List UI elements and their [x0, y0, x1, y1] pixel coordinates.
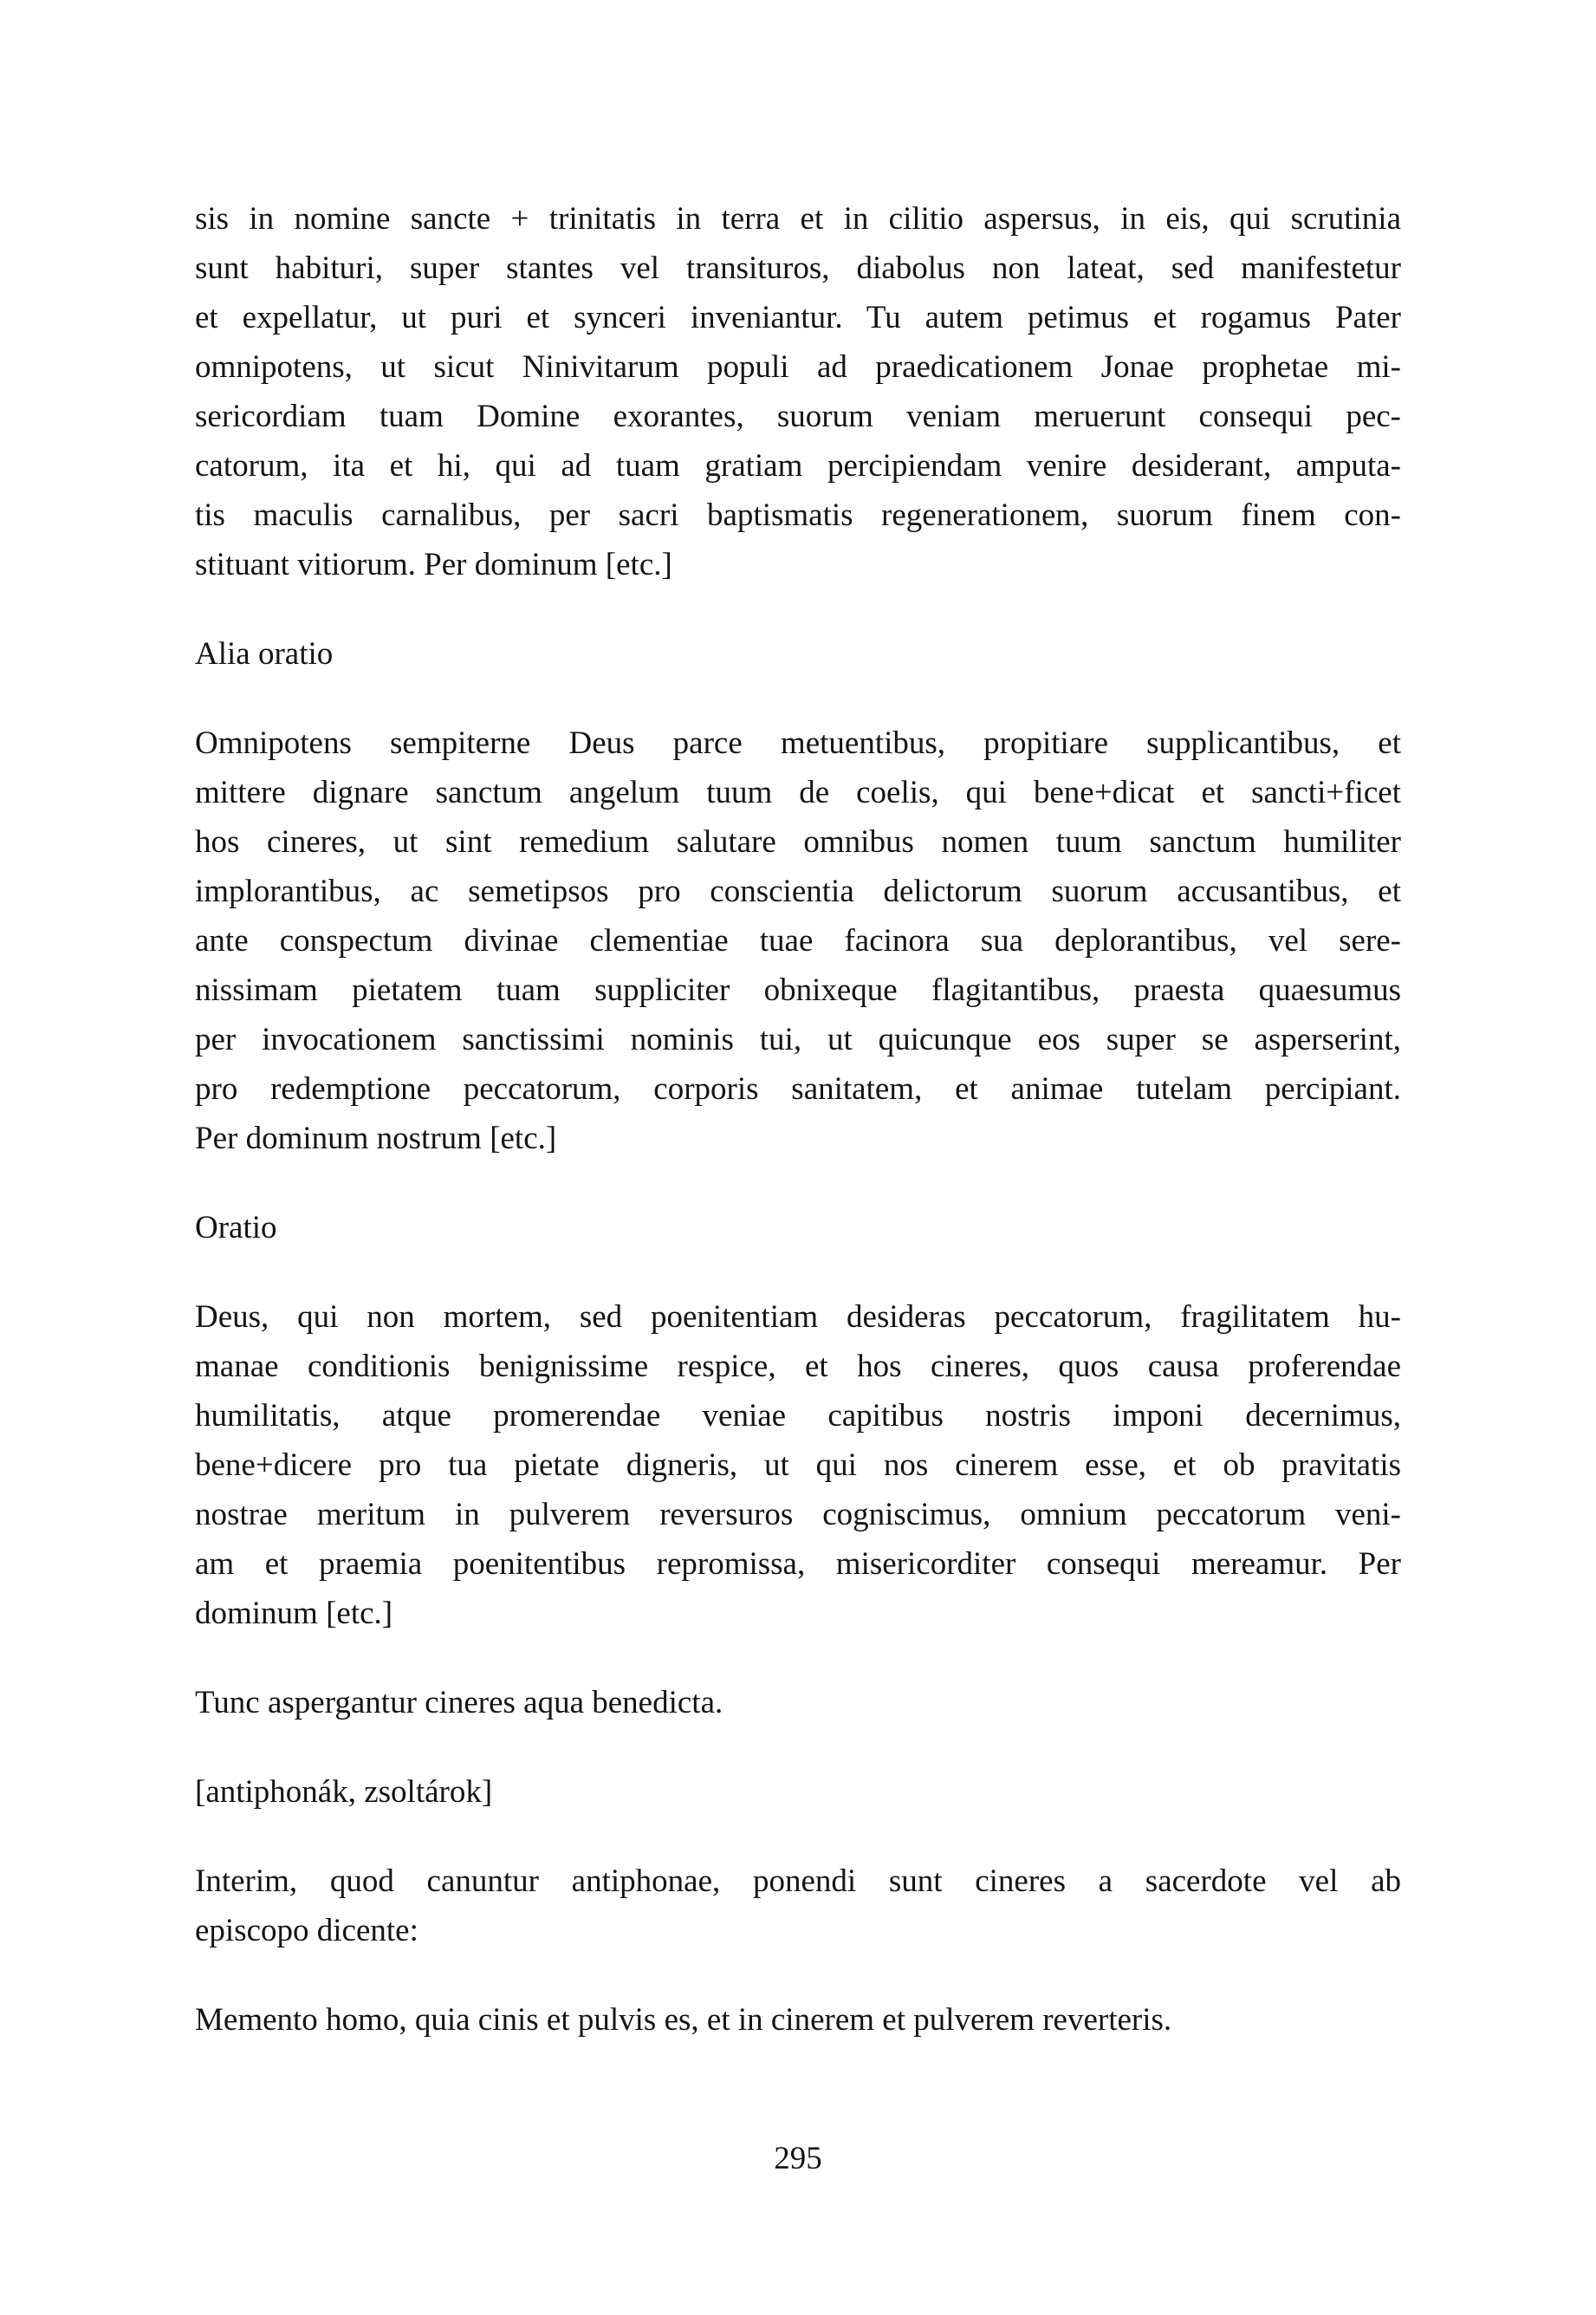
page-content: [195, 194, 1401, 2045]
text-line: Interim, quod canuntur antiphonae, ponendi sunt cineres a sacerdote vel ab: [195, 1863, 1401, 1899]
text-line: dominum [etc.]: [195, 1596, 393, 1631]
prayer-deus-paragraph: [195, 1292, 1401, 1638]
text-line: et expellatur, ut puri et synceri inveniantur. Tu autem petimus et rogamus Pater: [195, 300, 1401, 335]
text-line: nostrae meritum in pulverem reversuros cogniscimus, omnium peccatorum veni-: [195, 1497, 1401, 1532]
text-line: sis in nomine sancte + trinitatis in terra et in cilitio aspersus, in eis, qui scrutinia: [195, 201, 1401, 237]
text-line: mittere dignare sanctum angelum tuum de coelis, qui bene+dicat et sancti+ficet: [195, 775, 1401, 810]
text-line: Omnipotens sempiterne Deus parce metuentibus, propitiare supplicantibus, et: [195, 725, 1401, 761]
text-line: omnipotens, ut sicut Ninivitarum populi ad praedicationem Jonae prophetae mi-: [195, 349, 1401, 385]
text-line: manae conditionis benignissime respice, et hos cineres, quos causa proferendae: [195, 1349, 1401, 1384]
rubric-interim-paragraph: [195, 1857, 1401, 1955]
text-line: Per dominum nostrum [etc.]: [195, 1121, 557, 1156]
prayer-continuation-paragraph: [195, 194, 1401, 589]
prayer-omnipotens-paragraph: [195, 719, 1401, 1163]
page-number: 295: [774, 2141, 822, 2176]
memento-formula: Memento homo, quia cinis et pulvis es, et in cinerem et pulverem reverteris.: [195, 2002, 1172, 2038]
page-footer: [0, 2134, 1596, 2183]
text-line: sericordiam tuam Domine exorantes, suorum veniam meruerunt consequi pec-: [195, 399, 1401, 434]
text-line: per invocationem sanctissimi nominis tui, ut quicunque eos super se asperserint,: [195, 1022, 1401, 1057]
text-line: bene+dicere pro tua pietate digneris, ut qui nos cinerem esse, et ob pravitatis: [195, 1447, 1401, 1483]
heading-alia-oratio: Alia oratio: [195, 636, 334, 672]
text-line: am et praemia poenitentibus repromissa, misericorditer consequi mereamur. Per: [195, 1546, 1401, 1582]
text-line: catorum, ita et hi, qui ad tuam gratiam percipiendam venire desiderant, amputa-: [195, 448, 1401, 484]
text-line: hos cineres, ut sint remedium salutare omnibus nomen tuum sanctum humiliter: [195, 824, 1401, 860]
heading-oratio: Oratio: [195, 1210, 277, 1245]
text-line: sunt habituri, super stantes vel transituros, diabolus non lateat, sed manifestetur: [195, 250, 1401, 286]
text-line: nissimam pietatem tuam suppliciter obnixeque flagitantibus, praesta quaesumus: [195, 972, 1401, 1008]
text-line: ante conspectum divinae clementiae tuae facinora sua deplorantibus, vel sere-: [195, 923, 1401, 959]
text-line: tis maculis carnalibus, per sacri baptismatis regenerationem, suorum finem con-: [195, 497, 1401, 533]
text-line: Deus, qui non mortem, sed poenitentiam desideras peccatorum, fragilitatem hu-: [195, 1299, 1401, 1335]
text-line: implorantibus, ac semetipsos pro conscientia delictorum suorum accusantibus, et: [195, 874, 1401, 909]
text-line: episcopo dicente:: [195, 1913, 418, 1948]
text-line: pro redemptione peccatorum, corporis sanitatem, et animae tutelam percipiant.: [195, 1071, 1401, 1107]
text-line: humilitatis, atque promerendae veniae capitibus nostris imponi decernimus,: [195, 1398, 1401, 1434]
rubric-tunc-aspergantur: Tunc aspergantur cineres aqua benedicta.: [195, 1685, 723, 1720]
editorial-note-antiphons: [antiphonák, zsoltárok]: [195, 1774, 493, 1810]
text-line: stituant vitiorum. Per dominum [etc.]: [195, 547, 672, 582]
